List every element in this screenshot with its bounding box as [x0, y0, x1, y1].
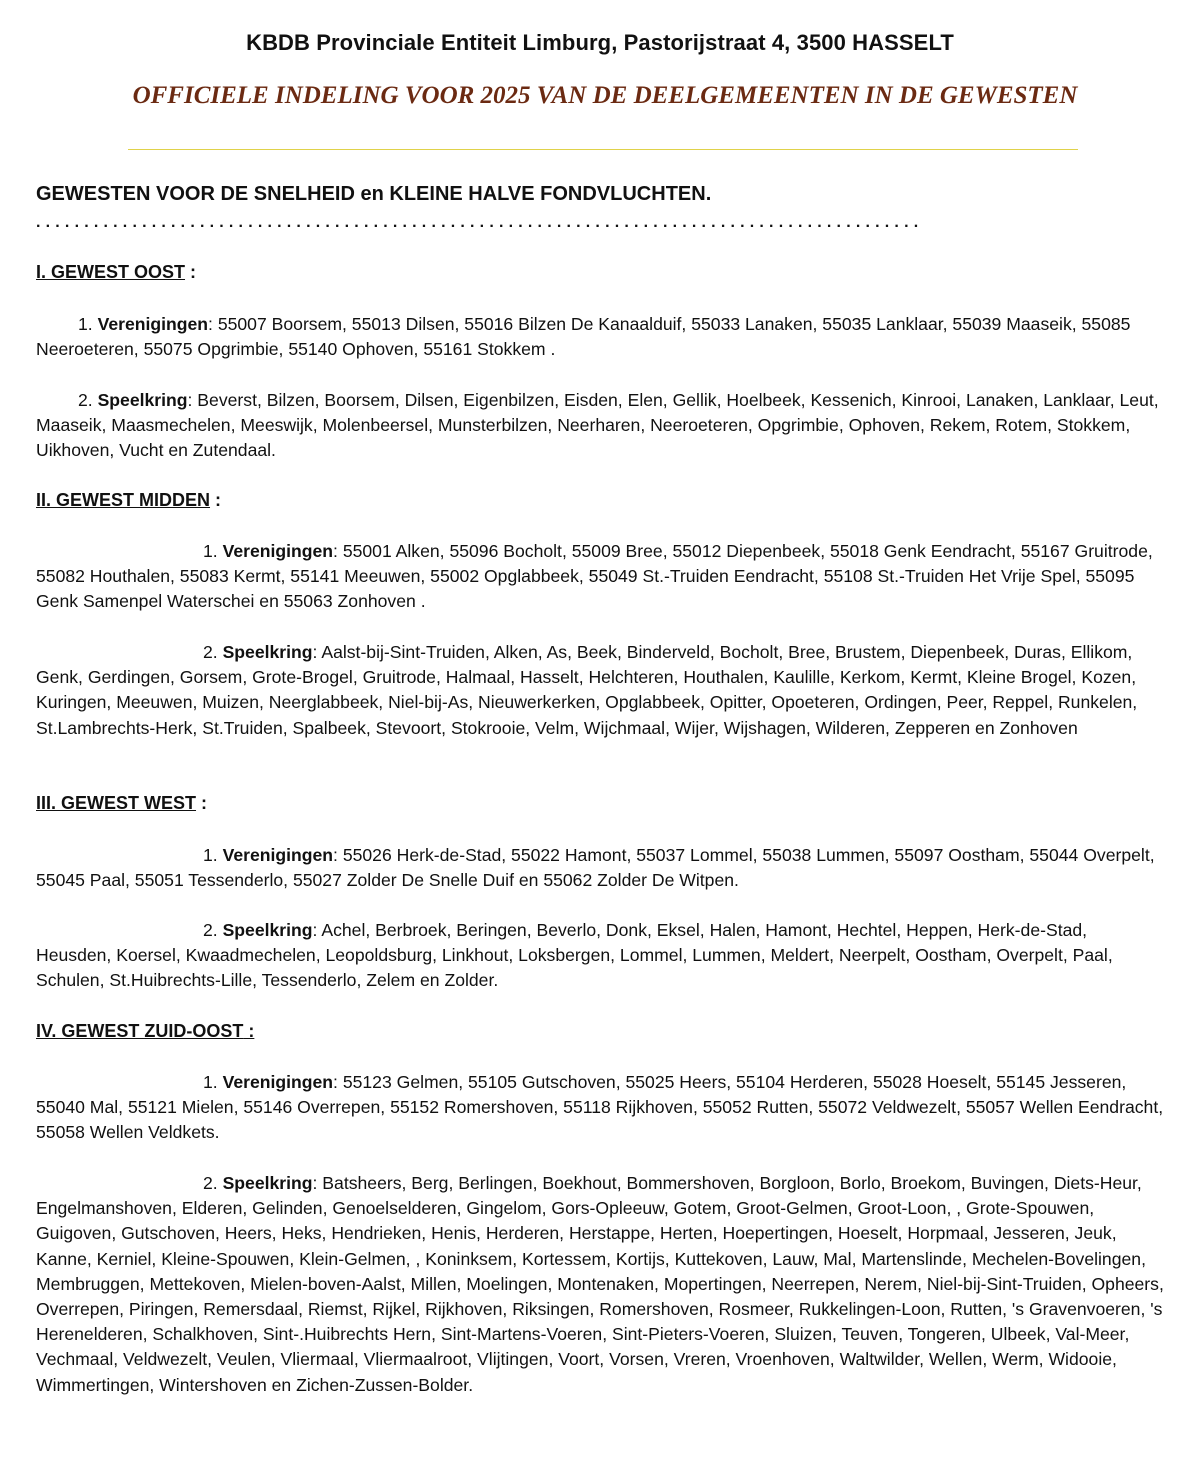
- dotted-separator: ............................................................................................: [36, 214, 924, 231]
- section-heading-en: en: [354, 183, 390, 205]
- list-number: 1.: [203, 845, 223, 865]
- list-number: 2.: [203, 1173, 223, 1193]
- gewest-heading-colon: :: [210, 490, 222, 510]
- gewest-west-verenigingen: [36, 843, 1166, 893]
- gewest-midden-speelkring: [36, 640, 1166, 741]
- gewest-heading-text: III. GEWEST WEST: [36, 793, 197, 813]
- gewest-midden-verenigingen: [36, 539, 1166, 615]
- verenigingen-label: Verenigingen: [97, 314, 209, 334]
- speelkring-label: Speelkring: [97, 390, 188, 410]
- speelkring-text: : Beverst, Bilzen, Boorsem, Dilsen, Eigenbilzen, Eisden, Elen, Gellik, Hoelbeek, Kessenich, Kinrooi, Lanaken, Lanklaar, Leut, Maaseik, Maasmechelen, Meeswijk, Molenbeersel, Munsterbilzen, Neerharen, Neeroeteren, Opgrimbie, Ophoven, Rekem, Rotem, Stokkem, Uikhoven, Vucht en Zutendaal.: [36, 390, 1159, 461]
- gewest-heading-text: IV. GEWEST ZUID-OOST: [36, 1021, 244, 1041]
- verenigingen-text: : 55007 Boorsem, 55013 Dilsen, 55016 Bilzen De Kanaalduif, 55033 Lanaken, 55035 Lanklaar, 55039 Maaseik, 55085 Neeroeteren, 55075 Opgrimbie, 55140 Ophoven, 55161 Stokkem .: [36, 314, 1131, 360]
- verenigingen-label: Verenigingen: [222, 845, 334, 865]
- section-heading-part2: KLEINE HALVE FONDVLUCHTEN.: [389, 183, 712, 205]
- list-number: 2.: [203, 920, 223, 940]
- gewest-zuid-oost-speelkring: [36, 1171, 1166, 1398]
- section-heading-part1: GEWESTEN VOOR DE SNELHEID: [36, 183, 355, 205]
- gewest-heading-colon: :: [196, 793, 208, 813]
- speelkring-text: : Achel, Berbroek, Beringen, Beverlo, Donk, Eksel, Halen, Hamont, Hechtel, Heppen, Herk-de-Stad, Heusden, Koersel, Kwaadmechelen, Leopoldsburg, Linkhout, Loksbergen, Lommel, Lummen, Meldert, Neerpelt, Oostham, Overpelt, Paal, Schulen, St.Huibrechts-Lille, Tessenderlo, Zelem en Zolder.: [36, 920, 1113, 991]
- speelkring-text: : Aalst-bij-Sint-Truiden, Alken, As, Beek, Binderveld, Bocholt, Bree, Brustem, Diepenbeek, Duras, Ellikom, Genk, Gerdingen, Gorsem, Grote-Brogel, Gruitrode, Halmaal, Hasselt, Helchteren, Houthalen, Kaulille, Kerkom, Kermt, Kleine Brogel, Kozen, Kuringen, Meeuwen, Muizen, Neerglabbeek, Niel-bij-As, Nieuwerkerken, Opglabbeek, Opitter, Opoeteren, Ordingen, Peer, Reppel, Runkelen, St.Lambrechts-Herk, St.Truiden, Spalbeek, Stevoort, Stokrooie, Velm, Wijchmaal, Wijer, Wijshagen, Wilderen, Zepperen en Zonhoven: [36, 642, 1138, 738]
- gewest-west-speelkring: [36, 918, 1166, 994]
- speelkring-label: Speelkring: [222, 642, 313, 662]
- gewest-heading-text: I. GEWEST OOST: [36, 262, 186, 282]
- verenigingen-text: : 55123 Gelmen, 55105 Gutschoven, 55025 Heers, 55104 Herderen, 55028 Hoeselt, 55145 Jesseren, 55040 Mal, 55121 Mielen, 55146 Overrepen, 55152 Romershoven, 55118 Rijkhoven, 55052 Rutten, 55072 Veldwezelt, 55057 Wellen Eendracht, 55058 Wellen Veldkets.: [36, 1072, 1164, 1143]
- gewest-oost-heading: [36, 262, 196, 283]
- list-number: 1.: [78, 314, 98, 334]
- gewest-oost-verenigingen: [36, 312, 1166, 362]
- gewest-west-heading: [36, 793, 207, 814]
- speelkring-text: : Batsheers, Berg, Berlingen, Boekhout, Bommershoven, Borgloon, Borlo, Broekom, Buvingen, Diets-Heur, Engelmanshoven, Elderen, Gelinden, Genoelselderen, Gingelom, Gors-Opleeuw, Gotem, Groot-Gelmen, Groot-Loon, , Grote-Spouwen, Guigoven, Gutschoven, Heers, Heks, Hendrieken, Henis, Herderen, Herstappe, Herten, Hoepertingen, Hoeselt, Horpmaal, Jesseren, Jeuk, Kanne, Kerniel, Kleine-Spouwen, Klein-Gelmen, , Koninksem, Kortessem, Kortijs, Kuttekoven, Lauw, Mal, Martenslinde, Mechelen-Bovelingen, Membruggen, Mettekoven, Mielen-boven-Aalst, Millen, Moelingen, Montenaken, Mopertingen, Neerrepen, Nerem, Niel-bij-Sint-Truiden, Opheers, Overrepen, Piringen, Remersdaal, Riemst, Rijkel, Rijkhoven, Riksingen, Romershoven, Rosmeer, Rukkelingen-Loon, Rutten, 's Gravenvoeren, 's Herenelderen, Schalkhoven, Sint-.Huibrechts Hern, Sint-Martens-Voeren, Sint-Pieters-Voeren, Sluizen, Teuven, Tongeren, Ulbeek, Val-Meer, Vechmaal, Veldwezelt, Veulen, Vliermaal, Vliermaalroot, Vlijtingen, Voort, Vorsen, Vreren, Vroenhoven, Waltwilder, Wellen, Werm, Widooie, Wimmertingen, Wintershoven en Zichen-Zussen-Bolder.: [36, 1173, 1164, 1395]
- gewest-zuid-oost-heading: [36, 1021, 254, 1042]
- gewest-midden-heading: [36, 490, 221, 511]
- verenigingen-label: Verenigingen: [222, 1072, 334, 1092]
- speelkring-label: Speelkring: [222, 1173, 313, 1193]
- gewest-oost-speelkring: [36, 388, 1166, 464]
- gewest-heading-text: II. GEWEST MIDDEN: [36, 490, 211, 510]
- gewest-heading-colon: :: [185, 262, 197, 282]
- verenigingen-label: Verenigingen: [222, 541, 334, 561]
- gewest-zuid-oost-verenigingen: [36, 1070, 1166, 1146]
- document-title: OFFICIELE INDELING VOOR 2025 VAN DE DEELGEMEENTEN IN DE GEWESTEN: [132, 82, 1078, 109]
- list-number: 2.: [203, 642, 223, 662]
- verenigingen-text: : 55026 Herk-de-Stad, 55022 Hamont, 55037 Lommel, 55038 Lummen, 55097 Oostham, 55044 Overpelt, 55045 Paal, 55051 Tessenderlo, 55027 Zolder De Snelle Duif en 55062 Zolder De Witpen.: [36, 845, 1155, 891]
- organization-header: KBDB Provinciale Entiteit Limburg, Pastorijstraat 4, 3500 HASSELT: [246, 30, 954, 55]
- section-heading: [36, 183, 711, 206]
- list-number: 1.: [203, 1072, 223, 1092]
- list-number: 2.: [78, 390, 98, 410]
- gewest-heading-colon: :: [243, 1021, 255, 1041]
- list-number: 1.: [203, 541, 223, 561]
- speelkring-label: Speelkring: [222, 920, 313, 940]
- verenigingen-text: : 55001 Alken, 55096 Bocholt, 55009 Bree, 55012 Diepenbeek, 55018 Genk Eendracht, 55167 Gruitrode, 55082 Houthalen, 55083 Kermt, 55141 Meeuwen, 55002 Opglabbeek, 55049 St.-Truiden Eendracht, 55108 St.-Truiden Het Vrije Spel, 55095 Genk Samenpel Waterschei en 55063 Zonhoven .: [36, 541, 1153, 612]
- title-divider: [128, 149, 1078, 150]
